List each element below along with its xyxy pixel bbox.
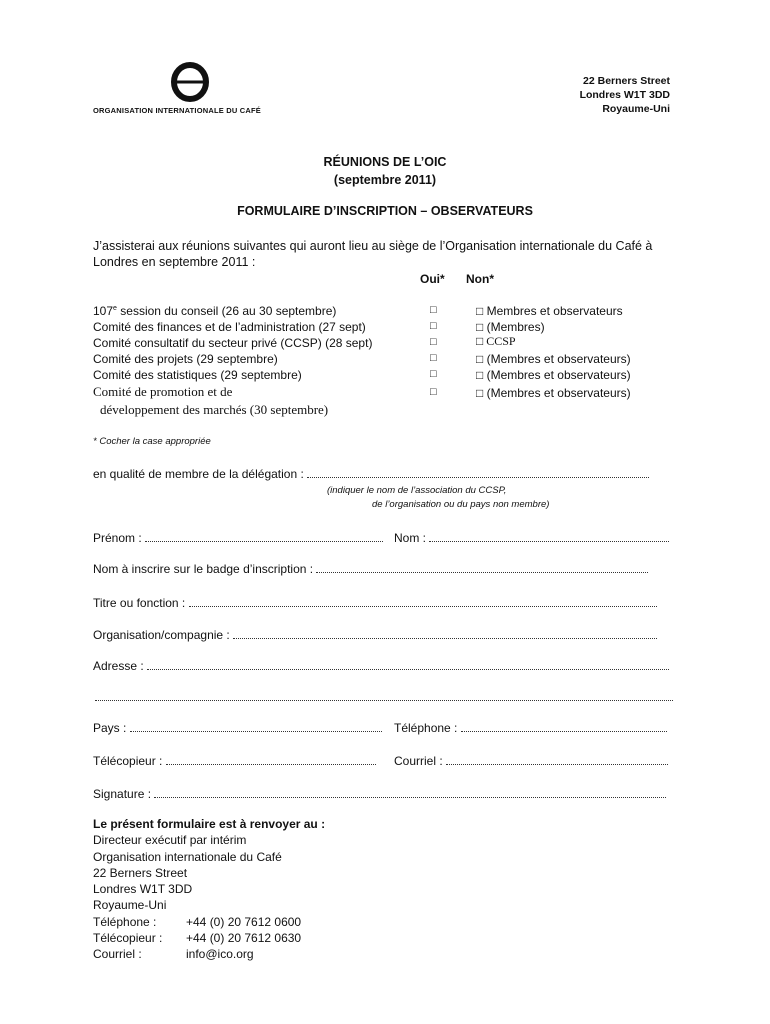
pays-field bbox=[93, 721, 382, 735]
pays-input[interactable] bbox=[130, 721, 382, 732]
return-line: Directeur exécutif par intérim bbox=[93, 833, 247, 848]
titre-input[interactable] bbox=[189, 596, 657, 607]
prenom-field bbox=[93, 531, 383, 545]
non-checkbox[interactable]: □ (Membres et observateurs) bbox=[476, 368, 631, 382]
return-line: 22 Berners Street bbox=[93, 865, 188, 880]
phone-value: +44 (0) 20 7612 0600 bbox=[186, 914, 302, 929]
oui-checkbox[interactable]: □ bbox=[430, 386, 437, 398]
badge-input[interactable] bbox=[316, 562, 648, 573]
meeting-label: Comité des statistiques (29 septembre) bbox=[93, 368, 302, 382]
prenom-input[interactable] bbox=[145, 531, 383, 542]
return-line: Londres W1T 3DD bbox=[93, 882, 193, 897]
adresse-input[interactable] bbox=[147, 659, 669, 670]
form-title: FORMULAIRE D’INSCRIPTION – OBSERVATEURS bbox=[237, 204, 533, 218]
return-mail bbox=[93, 946, 325, 962]
nom-field bbox=[394, 531, 669, 545]
ico-logo-icon bbox=[93, 62, 288, 108]
return-line: Royaume-Uni bbox=[93, 898, 167, 913]
telecopieur-input[interactable] bbox=[166, 754, 376, 765]
meeting-label: Comité consultatif du secteur privé (CCSP) (28 sept) bbox=[93, 336, 373, 350]
return-phone bbox=[93, 914, 325, 930]
telephone-input[interactable] bbox=[461, 721, 667, 732]
adresse-field bbox=[93, 659, 669, 673]
titre-label: Titre ou fonction : bbox=[93, 596, 186, 610]
non-checkbox[interactable]: □ CCSP bbox=[476, 334, 516, 348]
delegation-hint: (indiquer le nom de l’association du CCSP, bbox=[327, 485, 507, 496]
return-heading: Le présent formulaire est à renvoyer au : bbox=[93, 817, 326, 831]
pays-label: Pays : bbox=[93, 721, 127, 735]
oui-checkbox[interactable]: □ bbox=[430, 304, 437, 316]
adresse-label: Adresse : bbox=[93, 659, 144, 673]
oui-checkbox[interactable]: □ bbox=[430, 336, 437, 348]
nom-label: Nom : bbox=[394, 531, 427, 545]
page-title bbox=[0, 153, 770, 189]
meeting-label: 107e session du conseil (26 au 30 septembre) bbox=[93, 304, 337, 318]
meeting-label-cont: développement des marchés (30 septembre) bbox=[100, 402, 329, 417]
badge-field bbox=[93, 562, 648, 576]
phone-label: Téléphone : bbox=[93, 914, 157, 929]
column-oui: Oui* bbox=[420, 272, 445, 286]
titre-field bbox=[93, 596, 657, 610]
address-line: Royaume-Uni bbox=[602, 103, 670, 115]
delegation-field bbox=[93, 467, 649, 481]
fax-label: Télécopieur : bbox=[93, 931, 163, 946]
organisation-input[interactable] bbox=[233, 628, 657, 639]
title-line1: RÉUNIONS DE L’OIC bbox=[323, 155, 447, 169]
title-line2: (septembre 2011) bbox=[333, 173, 437, 187]
prenom-label: Prénom : bbox=[93, 531, 142, 545]
mail-value[interactable]: info@ico.org bbox=[186, 947, 254, 962]
courriel-input[interactable] bbox=[446, 754, 668, 765]
fax-value: +44 (0) 20 7612 0630 bbox=[186, 931, 302, 946]
telephone-label: Téléphone : bbox=[394, 721, 458, 735]
header-address bbox=[580, 74, 670, 116]
delegation-input[interactable] bbox=[307, 467, 649, 478]
organisation-label: Organisation/compagnie : bbox=[93, 628, 230, 642]
non-checkbox[interactable]: □ (Membres) bbox=[476, 320, 545, 334]
mail-label: Courriel : bbox=[93, 947, 142, 962]
return-line: Organisation internationale du Café bbox=[93, 849, 282, 864]
meeting-label: Comité de promotion et de bbox=[93, 384, 233, 399]
signature-label: Signature : bbox=[93, 787, 152, 801]
column-non: Non* bbox=[466, 272, 494, 286]
return-address bbox=[93, 816, 325, 963]
oui-checkbox[interactable]: □ bbox=[430, 368, 437, 380]
delegation-hint: de l’organisation ou du pays non membre) bbox=[372, 499, 550, 510]
courriel-field bbox=[394, 754, 668, 768]
nom-input[interactable] bbox=[429, 531, 669, 542]
return-fax bbox=[93, 930, 325, 946]
address-line: 22 Berners Street bbox=[583, 75, 670, 87]
telecopieur-label: Télécopieur : bbox=[93, 754, 163, 768]
signature-field bbox=[93, 787, 666, 801]
org-name: ORGANISATION INTERNATIONALE DU CAFÉ bbox=[93, 106, 261, 115]
adresse-input-2[interactable] bbox=[95, 690, 673, 701]
oui-checkbox[interactable]: □ bbox=[430, 352, 437, 364]
intro-text: J’assisterai aux réunions suivantes qui auront lieu au siège de l’Organisation internationale du Café à Londres en septembre 2011 : bbox=[93, 239, 653, 269]
courriel-label: Courriel : bbox=[394, 754, 443, 768]
telephone-field bbox=[394, 721, 667, 735]
non-checkbox[interactable]: □ Membres et observateurs bbox=[476, 304, 623, 318]
adresse-line2 bbox=[95, 690, 673, 704]
oui-checkbox[interactable]: □ bbox=[430, 320, 437, 332]
signature-input[interactable] bbox=[154, 787, 666, 798]
address-line: Londres W1T 3DD bbox=[579, 89, 670, 101]
organisation-field bbox=[93, 628, 657, 642]
telecopieur-field bbox=[93, 754, 376, 768]
badge-label: Nom à inscrire sur le badge d’inscription : bbox=[93, 562, 314, 576]
delegation-label: en qualité de membre de la délégation : bbox=[93, 467, 304, 481]
non-checkbox[interactable]: □ (Membres et observateurs) bbox=[476, 386, 631, 400]
non-checkbox[interactable]: □ (Membres et observateurs) bbox=[476, 352, 631, 366]
meeting-label: Comité des projets (29 septembre) bbox=[93, 352, 278, 366]
checkbox-note: * Cocher la case appropriée bbox=[93, 436, 211, 447]
meeting-label: Comité des finances et de l’administration (27 sept) bbox=[93, 320, 366, 334]
